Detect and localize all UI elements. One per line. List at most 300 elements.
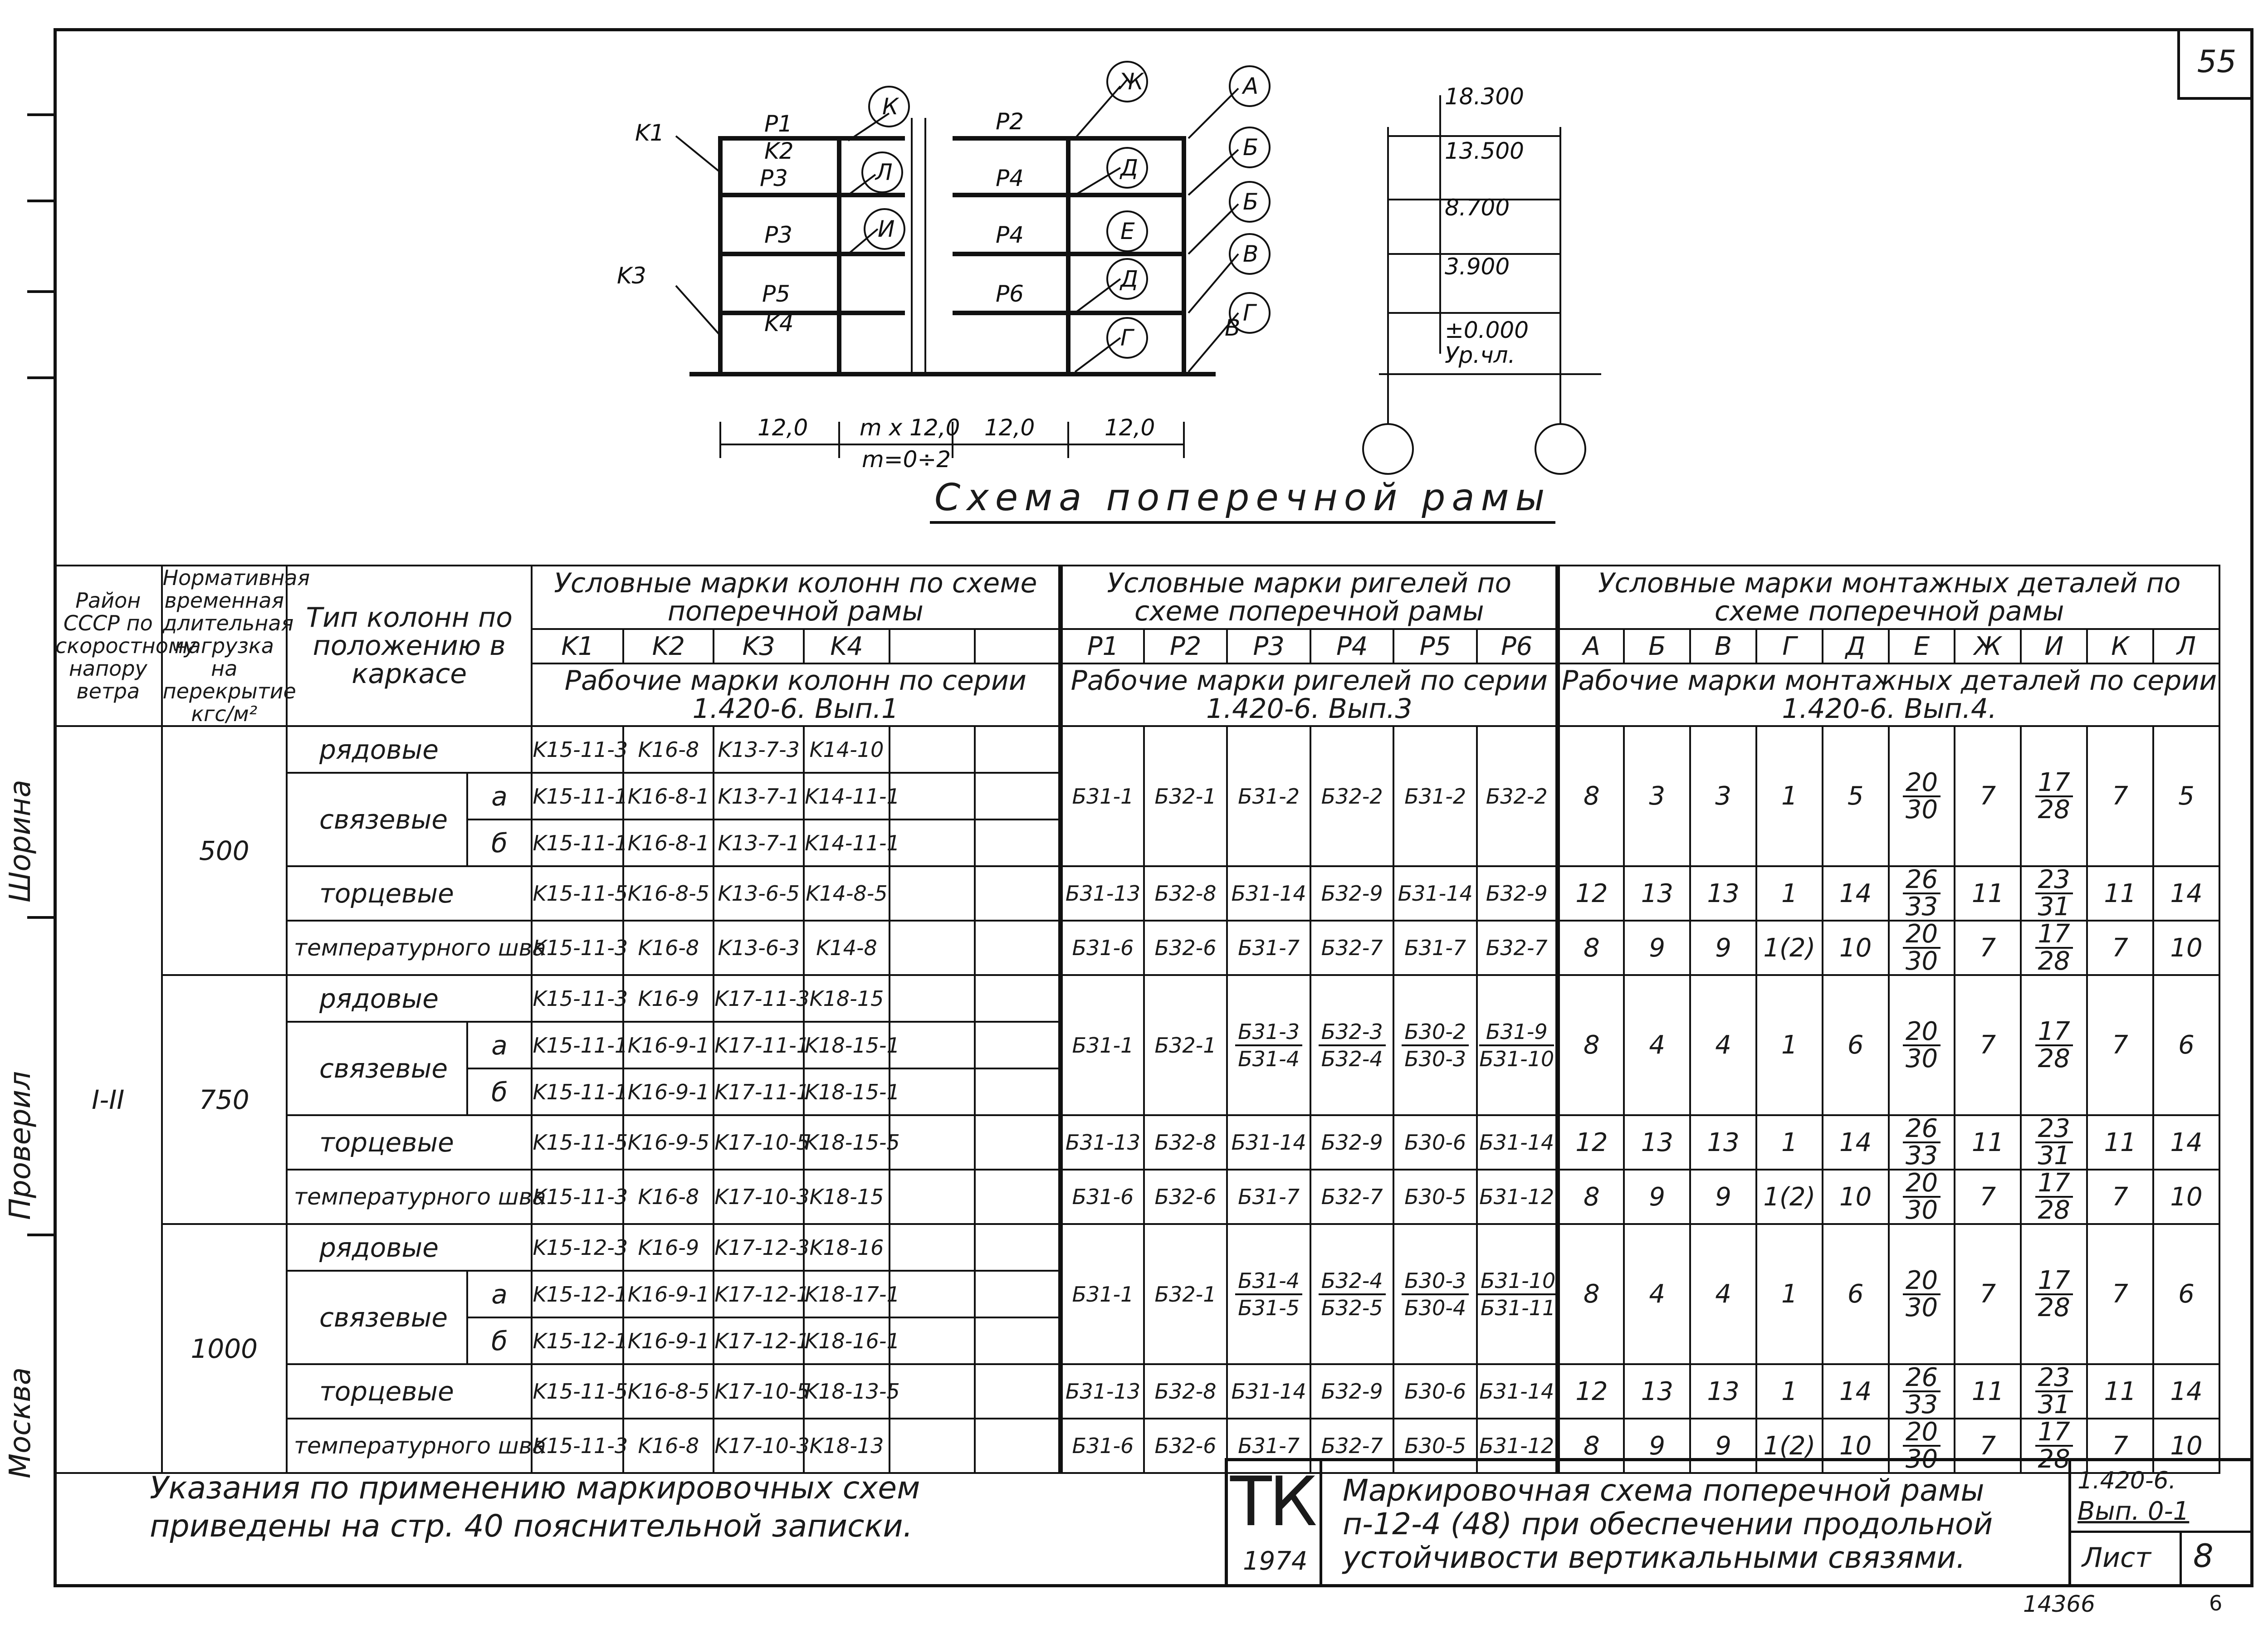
detail-mark-cell: 9 [1624,1419,1690,1473]
column-mark-cell: K18-17-1 [804,1271,890,1317]
detail-mark-cell: 6 [1823,975,1889,1115]
fraction-top: 20 [1903,922,1941,949]
fraction-bottom: 30 [1905,1293,1938,1322]
beam-mark-cell: Б31-2 [1227,726,1310,866]
type-end: торцевые [287,1364,532,1419]
column-mark-cell: K14-11-1 [804,819,890,866]
col-mark: K2 [623,629,714,663]
dim-note: m=0÷2 [862,446,951,473]
beam-mark-cell: Б32-1 [1144,726,1227,866]
fraction [1319,1019,1386,1072]
detail-mark-cell: 5 [2153,726,2219,866]
header-column-marks: Условные марки колонн по схеме поперечной рамы [532,566,1061,629]
callout-zh: Ж [1119,68,1144,95]
type-row: рядовые [287,975,532,1022]
beam-mark-cell: Б32-2 [1310,726,1394,866]
detail-mark-cell [1889,1115,1955,1170]
detail-mark-cell [1889,975,1955,1115]
beam-mark-cell: Б31-14 [1477,1364,1558,1419]
beam-mark-cell: Б32-9 [1477,866,1558,921]
fraction-bottom: Б30-4 [1404,1295,1466,1320]
column-mark-cell: K15-11-1 [532,819,623,866]
detail-mark-cell: 14 [1823,866,1889,921]
column-mark-cell: K16-8-5 [623,866,714,921]
column-mark-cell: K16-8 [623,921,714,975]
beam-mark: P5 [1393,629,1477,663]
empty-cell [975,819,1061,866]
detail-mark: Г [1756,629,1823,663]
column-mark-cell: K16-9-1 [623,1022,714,1068]
detail-mark-cell [1889,726,1955,866]
detail-mark-cell: 1(2) [1756,1419,1823,1473]
column-mark-cell: K15-12-1 [532,1271,623,1317]
column-mark-cell: K17-11-1 [714,1022,804,1068]
fraction-bottom: Б31-11 [1480,1295,1556,1320]
column-mark-cell: K17-11-1 [714,1068,804,1115]
beam-mark: P1 [1061,629,1144,663]
column-mark-cell: K13-7-3 [714,726,804,773]
empty-cell [890,1364,975,1419]
detail-mark: А [1558,629,1624,663]
fraction [1402,1019,1469,1072]
fraction-top: 20 [1903,1171,1941,1198]
fraction-top: Б30-2 [1402,1019,1469,1046]
beam-mark-cell: Б31-14 [1227,1364,1310,1419]
column-mark-cell: K16-9-1 [623,1068,714,1115]
callout-i: И [878,216,895,242]
empty-cell [975,1364,1061,1419]
fraction-top: 17 [2035,770,2073,797]
column-mark-cell: K16-8-1 [623,773,714,819]
beam-mark-cell [1393,975,1477,1115]
empty-cell [890,1224,975,1271]
notes [150,1469,920,1546]
detail-mark-cell [1889,1364,1955,1419]
header-detail-work: Рабочие марки монтажных деталей по серии 1.420-6. Вып.4. [1558,663,2219,726]
detail-mark-cell: 7 [1955,1224,2021,1364]
column-mark-cell: K14-10 [804,726,890,773]
fraction-bottom: Б32-5 [1321,1295,1383,1320]
header-beam-marks: Условные марки ригелей по схеме поперечной рамы [1061,566,1558,629]
callout-k: К [882,93,899,120]
detail-mark-cell: 4 [1624,975,1690,1115]
type-sub-a: а [467,1022,532,1068]
column-mark-cell: K15-11-1 [532,773,623,819]
fraction-bottom: 28 [2038,795,2070,824]
label-p2: P2 [996,108,1024,135]
column-mark-cell: K15-11-1 [532,1022,623,1068]
column-mark-cell: K16-8 [623,1419,714,1473]
detail-mark-cell: 10 [1823,1170,1889,1224]
fraction-top: Б31-10 [1478,1268,1558,1295]
column-mark-cell: K16-9-1 [623,1317,714,1364]
column-mark-cell: K16-9 [623,975,714,1022]
type-temp: температурного шва [287,1419,532,1473]
column-mark-cell: K16-8 [623,1170,714,1224]
callout-g: Г [1120,325,1133,351]
fraction-bottom: 30 [1905,1195,1938,1225]
title-line: п-12-4 (48) при обеспечении продольной [1343,1507,1993,1541]
empty-cell [975,1068,1061,1115]
detail-mark-cell: 7 [1955,921,2021,975]
fraction [1903,867,1941,920]
fraction-top: 23 [2035,1365,2073,1392]
detail-mark-cell: 9 [1690,1170,1756,1224]
detail-mark: Б [1624,629,1690,663]
detail-mark-cell: 11 [2087,1364,2153,1419]
fraction [1235,1019,1302,1072]
scheme-title: Схема поперечной рамы [930,476,1555,524]
detail-mark-cell: 7 [2087,975,2153,1115]
fraction [2035,1116,2073,1169]
fraction-top: Б31-4 [1235,1268,1302,1295]
empty-cell [975,1224,1061,1271]
detail-mark-cell: 6 [1823,1224,1889,1364]
sheet-number-field: 8 [2193,1537,2214,1575]
empty-cell [890,819,975,866]
fraction-top: 23 [2035,1116,2073,1143]
type-sub-b: б [467,1317,532,1364]
column-mark-cell: K18-15 [804,1170,890,1224]
column-mark-cell: K13-6-3 [714,921,804,975]
column-mark-cell: K14-8 [804,921,890,975]
detail-mark-cell: 9 [1690,921,1756,975]
detail-mark-cell: 8 [1558,975,1624,1115]
fraction-top: 20 [1903,770,1941,797]
detail-mark-cell: 11 [1955,1115,2021,1170]
detail-mark: К [2087,629,2153,663]
level-2: 13.500 [1445,138,1524,164]
beam-mark-cell: Б31-7 [1227,1170,1310,1224]
year: 1974 [1243,1546,1308,1576]
callout-b: Б [1243,134,1259,161]
detail-mark-cell: 4 [1690,1224,1756,1364]
type-brace: связевые [287,773,467,866]
column-mark-cell: K13-6-5 [714,866,804,921]
detail-mark-cell: 6 [2153,975,2219,1115]
empty-cell [890,921,975,975]
divider [2068,1531,2253,1533]
detail-mark-cell [1889,1170,1955,1224]
label-p3-b: P3 [764,222,792,248]
detail-mark-cell: 10 [1823,1419,1889,1473]
beam-mark-cell: Б30-5 [1393,1419,1477,1473]
detail-mark-cell: 4 [1690,975,1756,1115]
detail-mark-cell: 1 [1756,975,1823,1115]
fraction [2035,1265,2073,1322]
callout-e: Е [1120,218,1135,244]
column-mark-cell: K18-13 [804,1419,890,1473]
callout-v: В [1243,241,1259,267]
detail-mark-cell: 8 [1558,1224,1624,1364]
empty-cell [890,1068,975,1115]
beam-mark-cell [1227,975,1310,1115]
detail-mark-cell: 1 [1756,726,1823,866]
fraction-bottom: 31 [2038,892,2070,922]
column-mark-cell: K13-7-1 [714,773,804,819]
beam-mark-cell: Б31-14 [1393,866,1477,921]
detail-mark-cell: 9 [1624,1170,1690,1224]
detail-mark-cell [1889,921,1955,975]
beam-mark-cell: Б31-6 [1061,1170,1144,1224]
fraction [2035,767,2073,824]
beam-mark-cell: Б31-7 [1227,1419,1310,1473]
callout-l: Л [875,159,893,185]
column-mark-cell: K15-11-3 [532,1170,623,1224]
detail-mark-cell: 13 [1690,1115,1756,1170]
detail-mark-cell: 9 [1624,921,1690,975]
fraction [2035,919,2073,976]
beam-mark: P4 [1310,629,1394,663]
detail-mark-cell: 1 [1756,1115,1823,1170]
column-mark-cell: K17-10-5 [714,1115,804,1170]
detail-mark-cell: 11 [2087,866,2153,921]
column-mark-cell: K16-9 [623,1224,714,1271]
label-p6: P6 [996,281,1024,307]
detail-mark-cell: 14 [2153,1364,2219,1419]
fraction-bottom: 30 [1905,1444,1938,1474]
fraction [1903,1116,1941,1169]
type-sub-b: б [467,1068,532,1115]
label-k3: K3 [617,263,646,289]
detail-mark-cell: 7 [2087,921,2153,975]
margin-name: Шорина [4,780,37,902]
column-mark-cell: K15-11-3 [532,726,623,773]
column-mark-cell: K15-11-5 [532,866,623,921]
column-mark-cell: K18-16 [804,1224,890,1271]
empty-cell [975,1115,1061,1170]
empty-cell [890,1170,975,1224]
detail-mark-cell [2021,866,2087,921]
column-mark-cell: K16-9-5 [623,1115,714,1170]
beam-mark-cell: Б32-8 [1144,866,1227,921]
column-mark-cell: K16-8 [623,726,714,773]
divider [2180,1531,2182,1587]
beam-mark-cell: Б32-9 [1310,1364,1394,1419]
fraction [1903,919,1941,976]
fraction [1319,1268,1386,1321]
beam-mark-cell: Б32-9 [1310,866,1394,921]
beam-mark-cell: Б30-6 [1393,1115,1477,1170]
fraction-bottom: Б30-3 [1404,1046,1466,1071]
type-row: рядовые [287,1224,532,1271]
col-mark-empty [890,629,975,663]
detail-mark-cell: 8 [1558,1419,1624,1473]
level-4: 3.900 [1445,254,1510,280]
column-mark-cell: K15-11-5 [532,1364,623,1419]
column-mark-cell: K16-9-1 [623,1271,714,1317]
detail-mark-cell [2021,1115,2087,1170]
beam-mark-cell: Б32-7 [1310,1170,1394,1224]
detail-mark-cell: 13 [1690,1364,1756,1419]
column-mark-cell: K18-13-5 [804,1364,890,1419]
detail-mark-cell: 7 [2087,1170,2153,1224]
detail-mark-cell: 14 [1823,1115,1889,1170]
column-mark-cell: K17-10-3 [714,1419,804,1473]
callout-d: Д [1120,155,1139,181]
empty-cell [975,921,1061,975]
fraction-bottom: 28 [2038,1444,2070,1474]
empty-cell [975,1022,1061,1068]
fraction [1903,1365,1941,1418]
column-mark-cell: K16-8-5 [623,1364,714,1419]
fraction [2035,1365,2073,1418]
empty-cell [890,726,975,773]
detail-mark: Ж [1955,629,2021,663]
beam-mark-cell: Б31-2 [1393,726,1477,866]
column-mark-cell: K15-11-1 [532,1068,623,1115]
fraction [1903,1016,1941,1073]
beam-mark-cell [1393,1224,1477,1364]
fraction-top: Б31-9 [1479,1019,1554,1046]
type-end: торцевые [287,866,532,921]
column-mark-cell: K18-15-1 [804,1068,890,1115]
dim-2: m x 12,0 [860,415,960,441]
inventory-stamp: 14366 [2023,1591,2096,1617]
fraction [1235,1268,1302,1321]
fraction [2035,1168,2073,1225]
beam-mark-cell: Б31-12 [1477,1170,1558,1224]
beam-mark-cell: Б32-2 [1477,726,1558,866]
detail-mark-cell: 13 [1624,866,1690,921]
dim-1: 12,0 [758,415,808,441]
detail-mark-cell: 11 [1955,1364,2021,1419]
header-column-work: Рабочие марки колонн по серии 1.420-6. Вып.1 [532,663,1061,726]
fraction-top: 23 [2035,867,2073,894]
beam-mark: P6 [1477,629,1558,663]
marking-table [54,565,2220,1474]
column-mark-cell: K15-11-3 [532,1419,623,1473]
header-column-type: Тип колонн по положению в каркасе [287,566,532,726]
detail-mark-cell: 5 [1823,726,1889,866]
column-mark-cell: K17-11-3 [714,975,804,1022]
detail-mark-cell: 1(2) [1756,1170,1823,1224]
detail-mark-cell [2021,1224,2087,1364]
detail-mark: Е [1889,629,1955,663]
fraction-top: Б31-3 [1235,1019,1302,1046]
type-brace: связевые [287,1022,467,1115]
beam-mark-cell [1477,975,1558,1115]
notes-line: Указания по применению маркировочных схем [150,1470,920,1506]
level-5: ±0.000 [1445,317,1529,343]
fraction-top: 17 [2035,922,2073,949]
empty-cell [975,866,1061,921]
label-p4-b: P4 [996,222,1024,248]
empty-cell [975,975,1061,1022]
detail-mark-cell: 12 [1558,866,1624,921]
beam-mark-cell: Б31-6 [1061,921,1144,975]
fraction [1478,1268,1558,1321]
beam-mark-cell: Б32-7 [1310,1419,1394,1473]
sheet-number: 55 [2177,28,2253,100]
type-sub-a: а [467,773,532,819]
label-p1: P1 [764,111,792,137]
column-mark-cell: K14-11-1 [804,773,890,819]
title-line: устойчивости вертикальными связями. [1343,1540,1966,1575]
fraction [1903,1168,1941,1225]
detail-mark-cell: 8 [1558,726,1624,866]
beam-mark-cell: Б32-9 [1310,1115,1394,1170]
dim-3: 12,0 [984,415,1035,441]
notes-line: приведены на стр. 40 пояснительной записки. [150,1508,913,1544]
beam-mark-cell: Б32-1 [1144,975,1227,1115]
beam-mark-cell: Б31-1 [1061,975,1144,1115]
empty-cell [975,1271,1061,1317]
column-mark-cell: K18-15-5 [804,1115,890,1170]
empty-cell [890,773,975,819]
margin-tick [27,1234,54,1236]
type-row: рядовые [287,726,532,773]
fraction-bottom: Б31-4 [1238,1046,1300,1071]
detail-mark: Д [1823,629,1889,663]
column-mark-cell: K15-11-3 [532,975,623,1022]
col-mark: K3 [714,629,804,663]
beam-mark: P3 [1227,629,1310,663]
beam-mark-cell: Б31-1 [1061,1224,1144,1364]
fraction-top: 20 [1903,1019,1941,1046]
series: 1.420-6. [2077,1467,2176,1494]
detail-mark-cell: 10 [2153,1419,2219,1473]
header-detail-marks: Условные марки монтажных деталей по схеме поперечной рамы [1558,566,2219,629]
detail-mark-cell: 7 [1955,975,2021,1115]
beam-mark-cell: Б32-6 [1144,1170,1227,1224]
column-mark-cell: K16-8-1 [623,819,714,866]
empty-cell [890,975,975,1022]
callout-g2: Г [1243,300,1256,326]
beam-mark-cell: Б31-14 [1227,866,1310,921]
label-p3: P3 [760,165,788,191]
detail-mark-cell: 14 [1823,1364,1889,1419]
callout-d2: Д [1120,266,1139,292]
detail-mark-cell: 11 [2087,1115,2153,1170]
type-brace: связевые [287,1271,467,1364]
level-3: 8.700 [1445,195,1510,221]
fraction-bottom: 28 [2038,946,2070,976]
detail-mark-cell: 10 [2153,921,2219,975]
fraction-bottom: 30 [1905,1044,1938,1073]
fraction-top: 20 [1903,1419,1941,1447]
empty-cell [890,1022,975,1068]
beam-mark-cell: Б32-8 [1144,1364,1227,1419]
detail-mark-cell [2021,975,2087,1115]
detail-mark-cell: 6 [2153,1224,2219,1364]
column-mark-cell: K17-12-1 [714,1317,804,1364]
empty-cell [890,1271,975,1317]
empty-cell [890,1115,975,1170]
beam-mark-cell: Б32-6 [1144,1419,1227,1473]
fraction [1903,767,1941,824]
column-mark-cell: K15-12-3 [532,1224,623,1271]
column-mark-cell: K18-15 [804,975,890,1022]
detail-mark-cell: 7 [2087,726,2153,866]
detail-mark-cell: 3 [1624,726,1690,866]
beam-mark-cell [1477,1224,1558,1364]
detail-mark-cell: 13 [1690,866,1756,921]
region-cell: I-II [54,726,162,1473]
col-mark: K1 [532,629,623,663]
column-mark-cell: K18-15-1 [804,1022,890,1068]
header-region: Район СССР по скоростному напору ветра [54,566,162,726]
detail-mark-cell: 7 [1955,1419,2021,1473]
fraction [1402,1268,1469,1321]
beam-mark-cell [1310,975,1394,1115]
beam-mark-cell: Б31-7 [1393,921,1477,975]
fraction-bottom: Б31-10 [1479,1046,1554,1071]
type-end: торцевые [287,1115,532,1170]
callout-v2: В [1225,315,1241,341]
beam-mark-cell: Б31-13 [1061,866,1144,921]
detail-mark-cell: 10 [1823,921,1889,975]
